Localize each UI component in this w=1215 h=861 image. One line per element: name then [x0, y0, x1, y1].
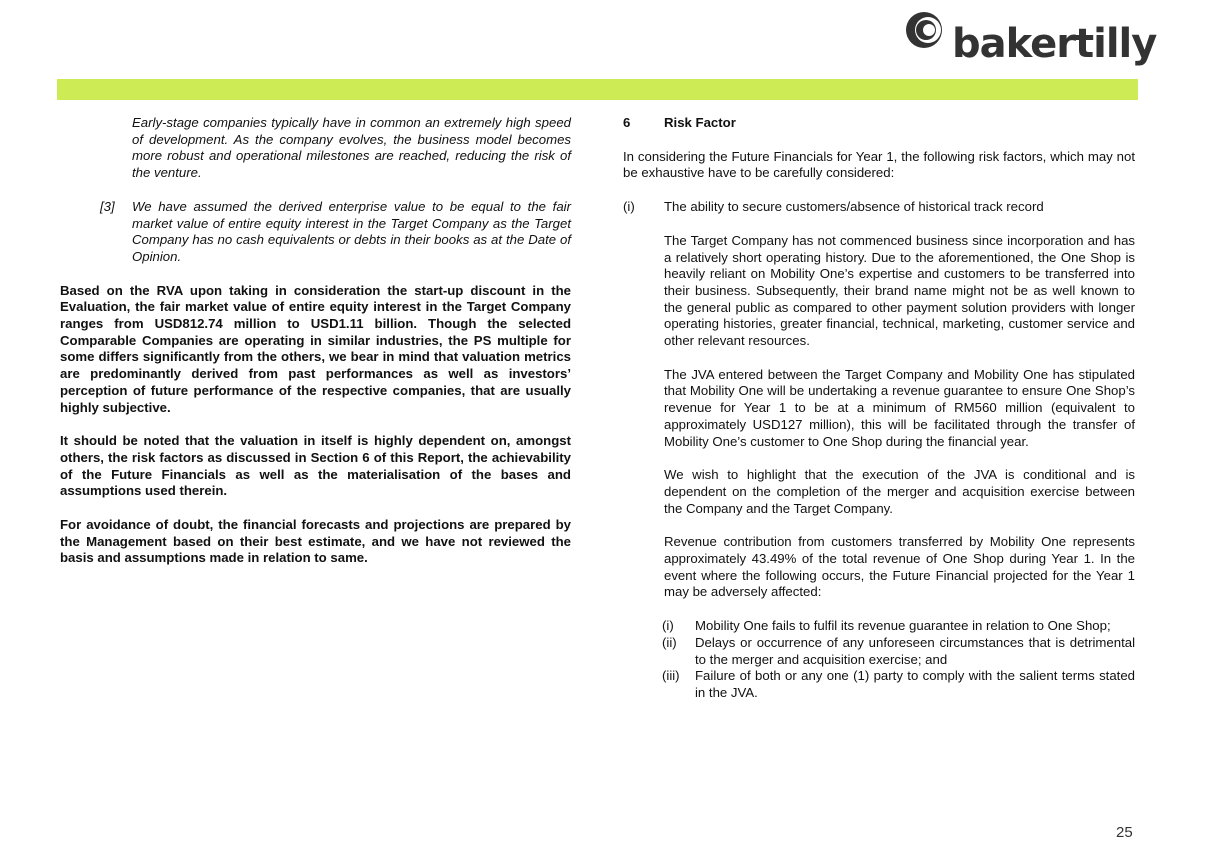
- note-3-number: [3]: [100, 198, 115, 214]
- risk-paragraph-2: The JVA entered between the Target Company and Mobility One has stipulated that Mobility One will be undertaking a revenue guarantee to ensure One Shop’s revenue for Year 1 to be at a minimum of RM560 million (equivalent to approximately USD127 million), this will be facilitated through the transfer of Mobility One’s customer to One Shop during the financial year.: [664, 366, 1135, 449]
- bakertilly-logo: [904, 8, 1157, 70]
- risk-list: [662, 618, 1135, 702]
- risk-paragraph-4: Revenue contribution from customers transferred by Mobility One represents approximately 43.49% of the total revenue of One Shop during Year 1. In the event where the following occurs, the Future Financial projected for the Year 1 may be adversely affected:: [664, 534, 1135, 600]
- left-column: [60, 115, 571, 567]
- note-3-text: We have assumed the derived enterprise value to be equal to the fair market value of entire equity interest in the Target Company as the Target Company has no cash equivalents or debts in their books as at the Date of Opinion.: [132, 198, 571, 264]
- page-number: 25: [1116, 824, 1133, 841]
- section-number: 6: [623, 115, 631, 130]
- list-item-text: Delays or occurrence of any unforeseen circumstances that is detrimental to the merger and acquisition exercise; and: [695, 634, 1135, 667]
- header-accent-bar: [57, 79, 1138, 100]
- avoidance-paragraph: For avoidance of doubt, the financial forecasts and projections are prepared by the Management based on their best estimate, and we have not reviewed the basis and assumptions made in relation to same.: [60, 517, 571, 566]
- risk-paragraph-3: We wish to highlight that the execution of the JVA is conditional and is dependent on the completion of the merger and acquisition exercise between the Company and the Target Company.: [664, 467, 1135, 516]
- intro-italic-paragraph: Early-stage companies typically have in common an extremely high speed of development. As the company evolves, the business model becomes more robust and operational milestones are reached, reducing the risk of the venture.: [132, 115, 571, 181]
- list-item-number: (i): [662, 618, 674, 634]
- list-item-number: (ii): [662, 634, 677, 650]
- list-item: [662, 668, 1135, 701]
- list-item-text: Mobility One fails to fulfil its revenue guarantee in relation to One Shop;: [695, 618, 1111, 634]
- list-item: [662, 635, 1135, 668]
- risk-paragraph-1: The Target Company has not commenced business since incorporation and has a relatively short operating history. Due to the aforementioned, the One Shop is heavily reliant on Mobility One’s expertise and customers to be transferred into their business. Subsequently, their brand name might not be as well known to the general public as compared to other payment solution providers with longer operating histories, greater financial, technical, marketing, customer service and other relevant resources.: [664, 232, 1135, 349]
- subsection-title: The ability to secure customers/absence of historical track record: [664, 199, 1044, 215]
- section-heading: [623, 115, 1135, 132]
- subsection-heading: [623, 199, 1135, 216]
- logo-swirl-icon: [904, 8, 948, 52]
- list-item: [662, 618, 1135, 635]
- list-item-text: Failure of both or any one (1) party to comply with the salient terms stated in the JVA.: [695, 668, 1135, 700]
- valuation-paragraph: Based on the RVA upon taking in consideration the start-up discount in the Evaluation, the fair market value of entire equity interest in the Target Company ranges from USD812.74 million to USD1.11 billion. Though the selected Comparable Companies are operating in similar industries, the PS multiple for some differs significantly from the others, we bear in mind that valuation metrics are predominantly derived from past performances as well as investors’ perception of future performance of the respective companies, that are usually highly subjective.: [60, 282, 571, 415]
- subsection-number: (i): [623, 199, 635, 215]
- logo-text: bakertilly: [952, 21, 1157, 67]
- right-column: [623, 115, 1135, 702]
- dependency-paragraph: It should be noted that the valuation in itself is highly dependent on, amongst others, the risk factors as discussed in Section 6 of this Report, the achievability of the Future Financials as well as the materialisation of the bases and assumptions used therein.: [60, 433, 571, 499]
- list-item-number: (iii): [662, 668, 680, 684]
- section-intro: In considering the Future Financials for Year 1, the following risk factors, which may not be exhaustive have to be carefully considered:: [623, 148, 1135, 181]
- section-title: Risk Factor: [664, 115, 736, 130]
- note-3: [60, 199, 571, 266]
